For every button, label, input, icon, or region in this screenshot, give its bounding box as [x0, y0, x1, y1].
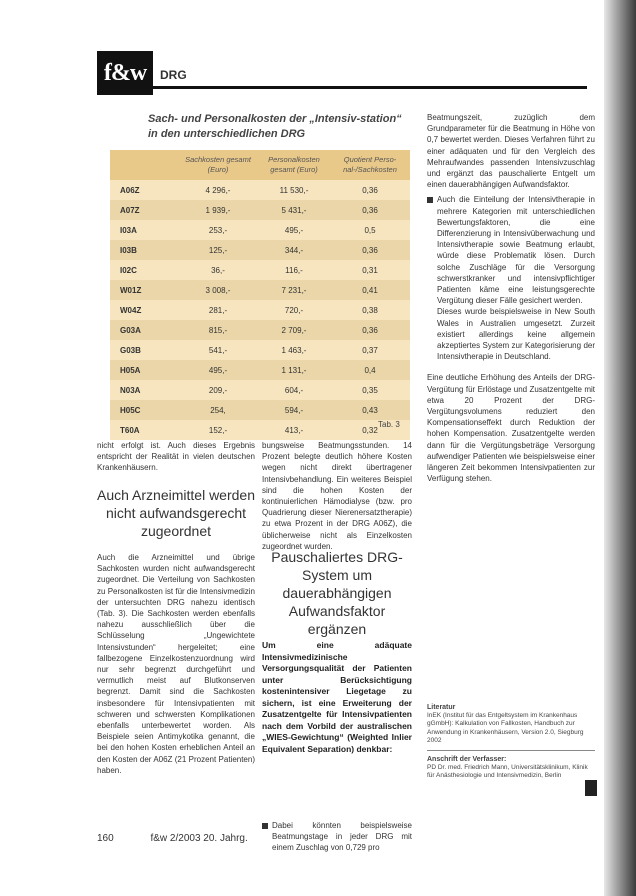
- subheading-pauschaliertes: Pauschaliertes DRG-System um dauerabhängigen Aufwandsfaktor ergänzen: [271, 549, 403, 637]
- sachkosten-cell: 1 939,-: [205, 205, 231, 215]
- paper-edge-shadow: [604, 0, 636, 896]
- drg-cell: H05C: [120, 405, 141, 415]
- table-row: [110, 400, 410, 420]
- section-tag: DRG: [160, 68, 187, 82]
- personalkosten-cell: 2 709,-: [281, 325, 307, 335]
- bullet-paragraph: Dabei könnten beispielsweise Beatmungstage in jeder DRG mit einem Zuschlag von 0,729 pro: [262, 820, 412, 854]
- drg-cell: I03B: [120, 245, 137, 255]
- left-column-body: [97, 552, 255, 776]
- drg-cell: N03A: [120, 385, 141, 395]
- quotient-cell: 0,37: [362, 345, 378, 355]
- literature-title: Literatur: [427, 704, 456, 711]
- quotient-cell: 0,38: [362, 305, 378, 315]
- table-row: [110, 260, 410, 280]
- drg-cell: I03A: [120, 225, 137, 235]
- address-text: PD Dr. med. Friedrich Mann, Universitätsklinikum, Klinik für Anästhesiologie und Intensivmedizin, Berlin: [427, 764, 588, 780]
- table-row: [110, 340, 410, 360]
- personalkosten-cell: 594,-: [284, 405, 304, 415]
- cost-table: [110, 150, 410, 440]
- personalkosten-cell: 720,-: [284, 305, 304, 315]
- drg-cell: T60A: [120, 425, 140, 435]
- table-row: [110, 220, 410, 240]
- end-mark: [585, 780, 597, 796]
- sachkosten-cell: 4 296,-: [205, 185, 231, 195]
- header-rule: [153, 86, 587, 89]
- personalkosten-cell: 1 131,-: [281, 365, 307, 375]
- sachkosten-cell: 125,-: [208, 245, 228, 255]
- divider: [427, 750, 595, 751]
- quotient-cell: 0,36: [362, 185, 378, 195]
- mid-column-intro: [262, 440, 412, 552]
- table-row: [110, 180, 410, 200]
- quotient-cell: 0,4: [364, 365, 376, 375]
- literature-text: InEK (Institut für das Entgeltsystem im Krankenhaus gGmbH): Kalkulation von Fallkosten, Handbuch zur Anwendung in Krankenhäusern, Version 2.0, Siegburg 2002: [427, 712, 584, 744]
- page-footer: [97, 833, 282, 844]
- personalkosten-cell: 495,-: [284, 225, 304, 235]
- drg-cell: A06Z: [120, 185, 140, 195]
- sachkosten-cell: 209,-: [208, 385, 228, 395]
- sachkosten-cell: 253,-: [208, 225, 228, 235]
- sachkosten-cell: 3 008,-: [205, 285, 231, 295]
- sachkosten-cell: 254,: [210, 405, 226, 415]
- paragraph: Auch die Arzneimittel und übrige Sachkosten wurden nicht aufwandsgerecht zugeordnet. Die Verteilung von Sachkosten zu Personalkosten ist für die Intensivmedizin der untersuchten DRG nahezu identisch (Tab. 3). Die Sachkosten werden ebenfalls nahezu ausschließlich über die Schlüsselung „Ungewichtete Intensivstunden“ hergeleitet; eine fallbezogene Einzelkostenzuordnung wird nur sehr begrenzt durchgeführt und vermutlich meist auf Blutkonserven begrenzt. Damit sind die Sachkosten insbesondere für Intensivpatienten mit schweren und schwersten Komplikationen ebenfalls unterbewertet worden. Als Beispiele seien Antimykotika genannt, die bei den hohen Kosten erheblichen Anteil an den Kosten der A06Z (21 Prozent Patienten) haben.: [97, 553, 255, 775]
- quotient-cell: 0,41: [362, 285, 378, 295]
- bullet-paragraph: Auch die Einteilung der Intensivtherapie in mehrere Kategorien mit unterschiedlichen Bewertungsfaktoren, die eine Differenzierung in Intensivüberwachung und Intensivtherapie sowie Beatmung erlaubt, würde diese Problematik lösen. Durch solche Zuschläge für die Versorgung schwerstkranker und intensivpflichtiger Patienten käme eine leistungsgerechte Vergütung dieser Fälle gesichert werden.: [427, 194, 595, 306]
- sachkosten-cell: 495,-: [208, 365, 228, 375]
- table-title: Sach- und Personalkosten der „Intensiv-station“ in den unterschiedlichen DRG: [148, 113, 402, 140]
- sachkosten-cell: 281,-: [208, 305, 228, 315]
- sachkosten-cell: 152,-: [208, 425, 228, 435]
- personalkosten-cell: 413,-: [284, 425, 304, 435]
- paragraph: Dieses wurde beispielsweise in New South Wales in Australien umgesetzt. Zurzeit existiert allerdings keine allgemein akzeptiertes System zur Kategorisierung der Intensivtherapie in Deutschland.: [437, 307, 595, 362]
- table-body: [110, 180, 410, 440]
- left-column-intro: [97, 440, 255, 474]
- drg-cell: A07Z: [120, 205, 140, 215]
- table-header-quotient: Quotient Perso-nal-/Sachkosten: [343, 155, 397, 174]
- sachkosten-cell: 36,-: [211, 265, 225, 275]
- subheading-arzneimittel: Auch Arzneimittel werden nicht aufwandsgerecht zugeordnet: [97, 487, 255, 539]
- personalkosten-cell: 116,-: [285, 265, 303, 275]
- table-row: [110, 380, 410, 400]
- personalkosten-cell: 11 530,-: [279, 185, 309, 195]
- table-row: [110, 280, 410, 300]
- table-header-sachkosten: Sachkosten gesamt (Euro): [185, 155, 251, 174]
- paragraph: Beatmungszeit, zuzüglich dem Grundparameter für die Beatmung in Höhe von 0,7 bewertet werden. Dieses Verfahren führt zu einer adäquaten und für den Vergleich des Mehraufwandes passenden Intensivzuschlag und ergänzt das pauschalierte Entgelt um einen dauerabhängigen Aufwandsfaktor.: [427, 113, 595, 190]
- sachkosten-cell: 541,-: [208, 345, 228, 355]
- table-row: [110, 420, 410, 440]
- page-number: 160: [97, 833, 114, 844]
- table-row: [110, 300, 410, 320]
- quotient-cell: 0,31: [362, 265, 378, 275]
- sachkosten-cell: 815,-: [208, 325, 228, 335]
- table-row: [110, 320, 410, 340]
- personalkosten-cell: 344,-: [284, 245, 304, 255]
- quotient-cell: 0,35: [362, 385, 378, 395]
- mid-column-bullet: [262, 820, 412, 854]
- address-title: Anschrift der Verfasser:: [427, 756, 507, 764]
- quotient-cell: 0,32: [362, 425, 378, 435]
- issue-info: f&w 2/2003 20. Jahrg.: [150, 833, 248, 844]
- table-row: [110, 360, 410, 380]
- lede-paragraph: Um eine adäquate Intensivmedizinische Versorgungsqualität der Patienten unter Berücksichtigung kostenintensiver Liegetage zu sichern, ist eine Erweiterung der Zusatzentgelte für Intensivpatienten nach dem Vorbild der australischen „WIES-Gewichtung“ (Weighted Inlier Equivalent Separation) denkbar:: [262, 640, 412, 754]
- literature-box: [427, 700, 595, 781]
- personalkosten-cell: 7 231,-: [281, 285, 307, 295]
- table-header-row: [110, 150, 410, 180]
- journal-logo: f&w: [97, 51, 153, 95]
- quotient-cell: 0,43: [362, 405, 378, 415]
- quotient-cell: 0,36: [362, 205, 378, 215]
- drg-cell: H05A: [120, 365, 141, 375]
- drg-cell: G03B: [120, 345, 141, 355]
- table-header-personalkosten: Personalkosten gesamt (Euro): [268, 155, 320, 174]
- personalkosten-cell: 604,-: [284, 385, 304, 395]
- table-row: [110, 240, 410, 260]
- drg-cell: W01Z: [120, 285, 142, 295]
- drg-cell: G03A: [120, 325, 141, 335]
- quotient-cell: 0,36: [362, 325, 378, 335]
- paragraph: Eine deutliche Erhöhung des Anteils der DRG-Vergütung für Erlöstage und Zusatzentgelte mit etwa 20 Prozent der DRG-Vergütungsvolumens reduziert den Kompensationseffekt durch Reduktion der hohen Kompensation. Zusatzentgelte werden dann für die Vergütungsbeträge Versorgung aufwendiger Patienten wie beispielsweise einer längeren Zeit bekommen Intensivpatienten zur Verfügung stehen.: [427, 373, 595, 484]
- personalkosten-cell: 1 463,-: [281, 345, 307, 355]
- paragraph: bungsweise Beatmungsstunden. 14 Prozent belegte deutlich höhere Kosten wegen nicht direkt übertragener Intensivbehandlung. Ein weiteres Beispiel sind die hohen Kosten der kontinuierlichen Hämodialyse (bzw. pro Quadrierung dieser Nierenersatztherapie) zu etwa Prozent in der DRG A06Z), die üblicherweise nicht als Einzelkosten zugeordnet wurden.: [262, 441, 412, 551]
- paragraph: nicht erfolgt ist. Auch dieses Ergebnis entspricht der Realität in vielen deutschen Krankenhäusern.: [97, 441, 255, 473]
- personalkosten-cell: 5 431,-: [281, 205, 307, 215]
- quotient-cell: 0,36: [362, 245, 378, 255]
- table-row: [110, 200, 410, 220]
- drg-cell: I02C: [120, 265, 137, 275]
- quotient-cell: 0,5: [364, 225, 376, 235]
- drg-cell: W04Z: [120, 305, 142, 315]
- table-reference: Tab. 3: [378, 420, 400, 429]
- right-column: [427, 112, 595, 485]
